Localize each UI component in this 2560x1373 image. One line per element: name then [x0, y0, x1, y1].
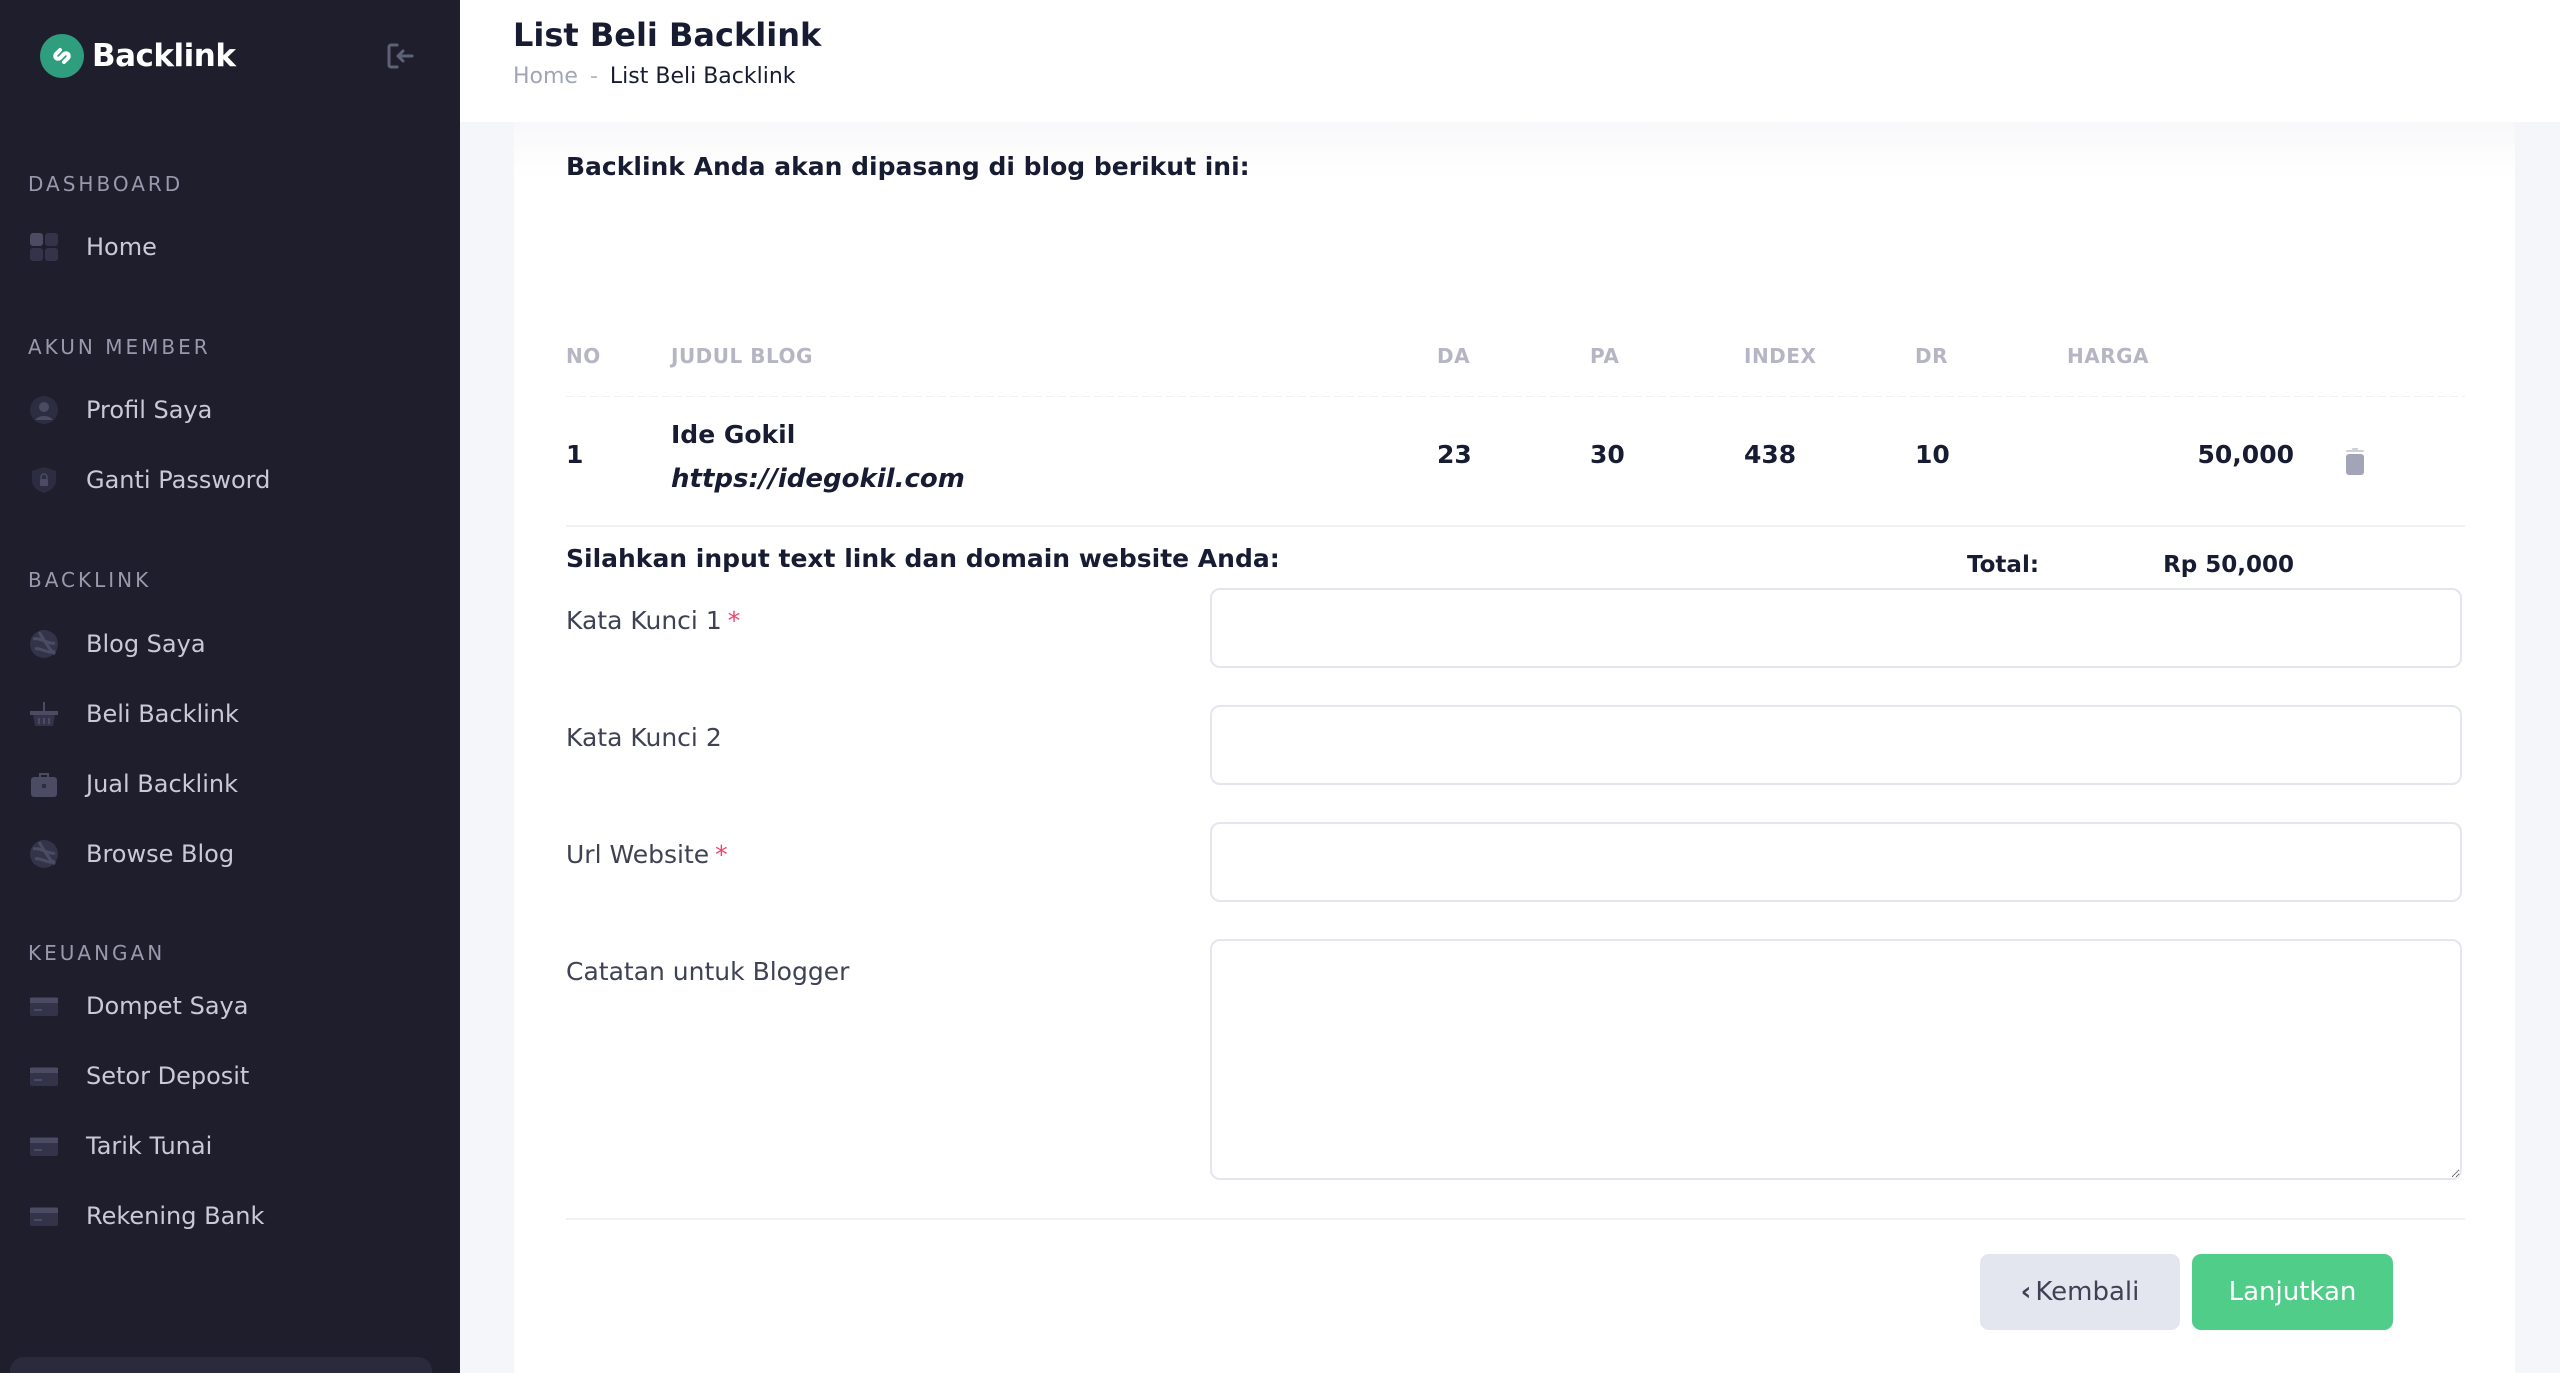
required-asterisk: *	[715, 840, 728, 869]
credit-card-icon	[28, 1200, 60, 1232]
form-divider	[566, 1218, 2465, 1220]
sidebar-item-label: Jual Backlink	[86, 770, 239, 798]
cell-harga: 50,000	[2197, 440, 2294, 469]
shield-lock-icon	[28, 464, 60, 496]
sidebar-item-tarik-tunai[interactable]	[28, 1122, 432, 1170]
sidebar-item-label: Setor Deposit	[86, 1062, 250, 1090]
cell-pa: 30	[1590, 440, 1625, 469]
cell-index: 438	[1744, 440, 1797, 469]
url-website-label: Url Website *	[566, 840, 728, 869]
collapse-arrow-icon	[385, 41, 415, 71]
sidebar-item-label: Rekening Bank	[86, 1202, 265, 1230]
user-icon	[28, 394, 60, 426]
cell-da: 23	[1437, 440, 1472, 469]
blog-title: Ide Gokil	[671, 420, 796, 449]
sidebar-item-profil-saya[interactable]	[28, 386, 432, 434]
required-asterisk: *	[727, 606, 741, 635]
section-label-dashboard: DASHBOARD	[28, 172, 184, 196]
sidebar-item-label: Dompet Saya	[86, 992, 249, 1020]
sidebar-item-jual-backlink[interactable]	[28, 760, 432, 808]
kata-kunci-2-label: Kata Kunci 2	[566, 723, 722, 752]
page-title: List Beli Backlink	[513, 16, 822, 54]
kata-kunci-1-input[interactable]	[1210, 588, 2462, 668]
kata-kunci-2-input[interactable]	[1210, 705, 2462, 785]
page-header	[460, 0, 2560, 122]
sidebar-item-label: Profil Saya	[86, 396, 213, 424]
section-label-backlink: BACKLINK	[28, 568, 152, 592]
total-value: Rp 50,000	[2163, 552, 2294, 578]
column-header-harga: HARGA	[2067, 344, 2150, 368]
sidebar-item-label: Home	[86, 233, 157, 261]
delete-row-button[interactable]	[2344, 448, 2366, 476]
brand-logo[interactable]	[40, 34, 235, 78]
globe-icon	[28, 628, 60, 660]
sidebar-item-ganti-password[interactable]	[28, 456, 432, 504]
sidebar-item-rekening-bank[interactable]	[28, 1192, 432, 1240]
sidebar-item-dompet-saya[interactable]	[28, 982, 432, 1030]
sidebar-item-browse-blog[interactable]	[28, 830, 432, 878]
globe-icon	[28, 838, 60, 870]
sidebar-item-setor-deposit[interactable]	[28, 1052, 432, 1100]
breadcrumb-current: List Beli Backlink	[609, 64, 796, 89]
column-header-da: DA	[1437, 344, 1471, 368]
column-header-index: INDEX	[1744, 344, 1817, 368]
chevron-left-icon: ‹	[2020, 1277, 2032, 1307]
column-header-pa: PA	[1590, 344, 1620, 368]
cell-no: 1	[566, 440, 584, 469]
url-website-input[interactable]	[1210, 822, 2462, 902]
form-heading: Silahkan input text link dan domain website Anda:	[566, 544, 1280, 573]
sidebar-item-label: Beli Backlink	[86, 700, 239, 728]
catatan-textarea[interactable]	[1210, 939, 2462, 1180]
sidebar-item-label: Tarik Tunai	[86, 1132, 213, 1160]
sidebar-item-label: Ganti Password	[86, 466, 271, 494]
back-button-label: Kembali	[2035, 1277, 2140, 1307]
trash-icon	[2344, 448, 2366, 476]
sidebar-item-label: Browse Blog	[86, 840, 235, 868]
total-label: Total:	[1967, 552, 2040, 578]
section-label-keuangan: KEUANGAN	[28, 941, 166, 965]
table-header-divider	[566, 396, 2465, 397]
continue-button[interactable]: Lanjutkan	[2192, 1254, 2393, 1330]
sidebar-footer	[10, 1357, 432, 1373]
table-row-divider	[566, 525, 2465, 527]
link-logo-icon	[40, 34, 84, 78]
credit-card-icon	[28, 1060, 60, 1092]
briefcase-icon	[28, 768, 60, 800]
cell-dr: 10	[1915, 440, 1950, 469]
grid-icon	[28, 231, 60, 263]
sidebar-item-home[interactable]	[28, 223, 432, 271]
basket-icon	[28, 698, 60, 730]
column-header-no: NO	[566, 344, 601, 368]
sidebar-item-label: Blog Saya	[86, 630, 206, 658]
section-label-akun-member: AKUN MEMBER	[28, 335, 211, 359]
credit-card-icon	[28, 1130, 60, 1162]
column-header-dr: DR	[1915, 344, 1949, 368]
sidebar	[0, 0, 460, 1373]
order-card	[514, 122, 2515, 1373]
blog-url-link[interactable]: https://idegokil.com	[671, 464, 965, 494]
credit-card-icon	[28, 990, 60, 1022]
sidebar-collapse-button[interactable]	[384, 40, 416, 72]
column-header-judul-blog: JUDUL BLOG	[671, 344, 813, 368]
sidebar-item-beli-backlink[interactable]	[28, 690, 432, 738]
sidebar-item-blog-saya[interactable]	[28, 620, 432, 668]
catatan-label: Catatan untuk Blogger	[566, 957, 850, 986]
back-button[interactable]	[1980, 1254, 2180, 1330]
breadcrumb	[513, 64, 796, 89]
brand-name: Backlink	[92, 38, 236, 74]
breadcrumb-separator: -	[589, 64, 598, 89]
kata-kunci-1-label: Kata Kunci 1 *	[566, 606, 741, 635]
order-heading: Backlink Anda akan dipasang di blog berikut ini:	[566, 152, 1250, 181]
breadcrumb-home-link[interactable]: Home	[513, 64, 578, 89]
